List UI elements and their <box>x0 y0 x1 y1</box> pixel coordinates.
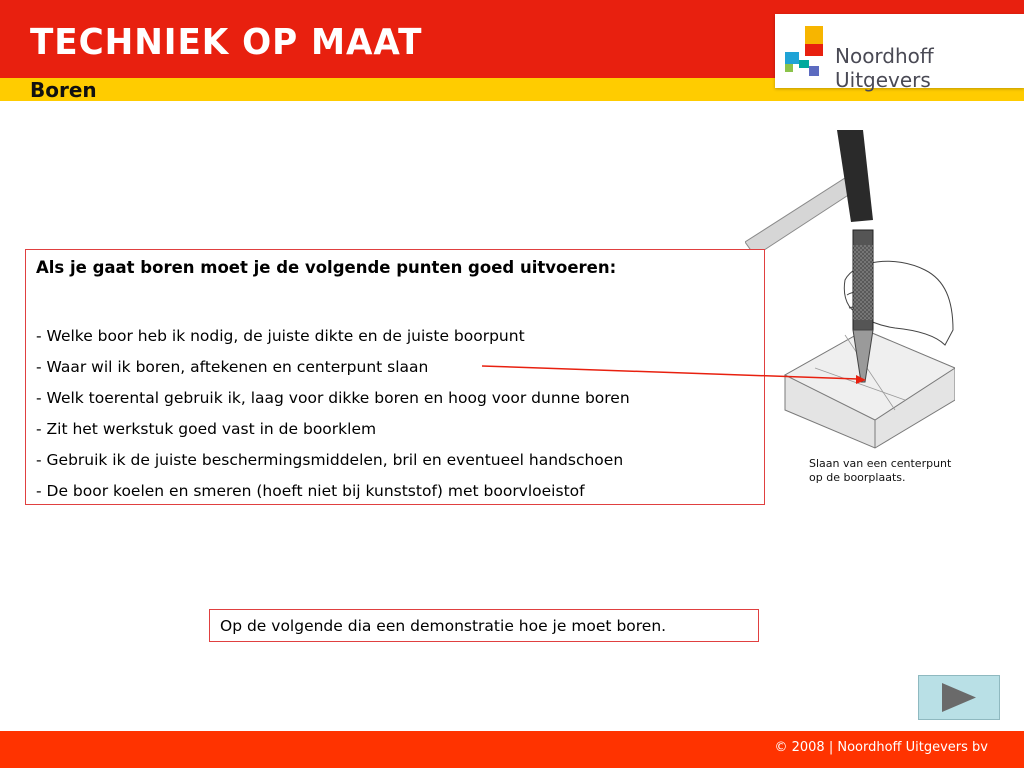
footer-bar <box>0 731 1024 768</box>
play-triangle-icon <box>918 675 1000 720</box>
instruction-list <box>36 326 630 512</box>
caption-line-2: op de boorplaats. <box>809 471 906 484</box>
list-item: - Welk toerental gebruik ik, laag voor dikke boren en hoog voor dunne boren <box>36 389 630 407</box>
figure-caption <box>809 457 979 485</box>
logo-text: Noordhoff Uitgevers <box>835 44 934 92</box>
list-item: - Welke boor heb ik nodig, de juiste dikte en de juiste boorpunt <box>36 327 525 345</box>
note-text: Op de volgende dia een demonstratie hoe je moet boren. <box>220 617 667 635</box>
publisher-logo <box>775 14 1024 92</box>
list-item: - Gebruik ik de juiste beschermingsmiddelen, bril en eventueel handschoen <box>36 451 624 469</box>
instruction-box <box>25 249 765 505</box>
list-item: - Waar wil ik boren, aftekenen en centerpunt slaan <box>36 358 429 376</box>
slide-subtitle: Boren <box>30 78 97 102</box>
caption-line-1: Slaan van een centerpunt <box>809 457 952 470</box>
next-slide-button[interactable] <box>918 675 1000 720</box>
list-item: - De boor koelen en smeren (hoeft niet bij kunststof) met boorvloeistof <box>36 482 585 500</box>
copyright-text: © 2008 | Noordhoff Uitgevers bv <box>774 740 988 755</box>
hammer-handle <box>745 178 853 256</box>
noordhoff-logo-icon <box>783 22 835 82</box>
note-box <box>209 609 759 642</box>
centerpunch-illustration <box>745 130 955 450</box>
page-title: TECHNIEK OP MAAT <box>30 22 423 63</box>
hammer-head <box>837 130 873 222</box>
list-item: - Zit het werkstuk goed vast in de boorklem <box>36 420 377 438</box>
instruction-heading: Als je gaat boren moet je de volgende punten goed uitvoeren: <box>36 258 617 277</box>
